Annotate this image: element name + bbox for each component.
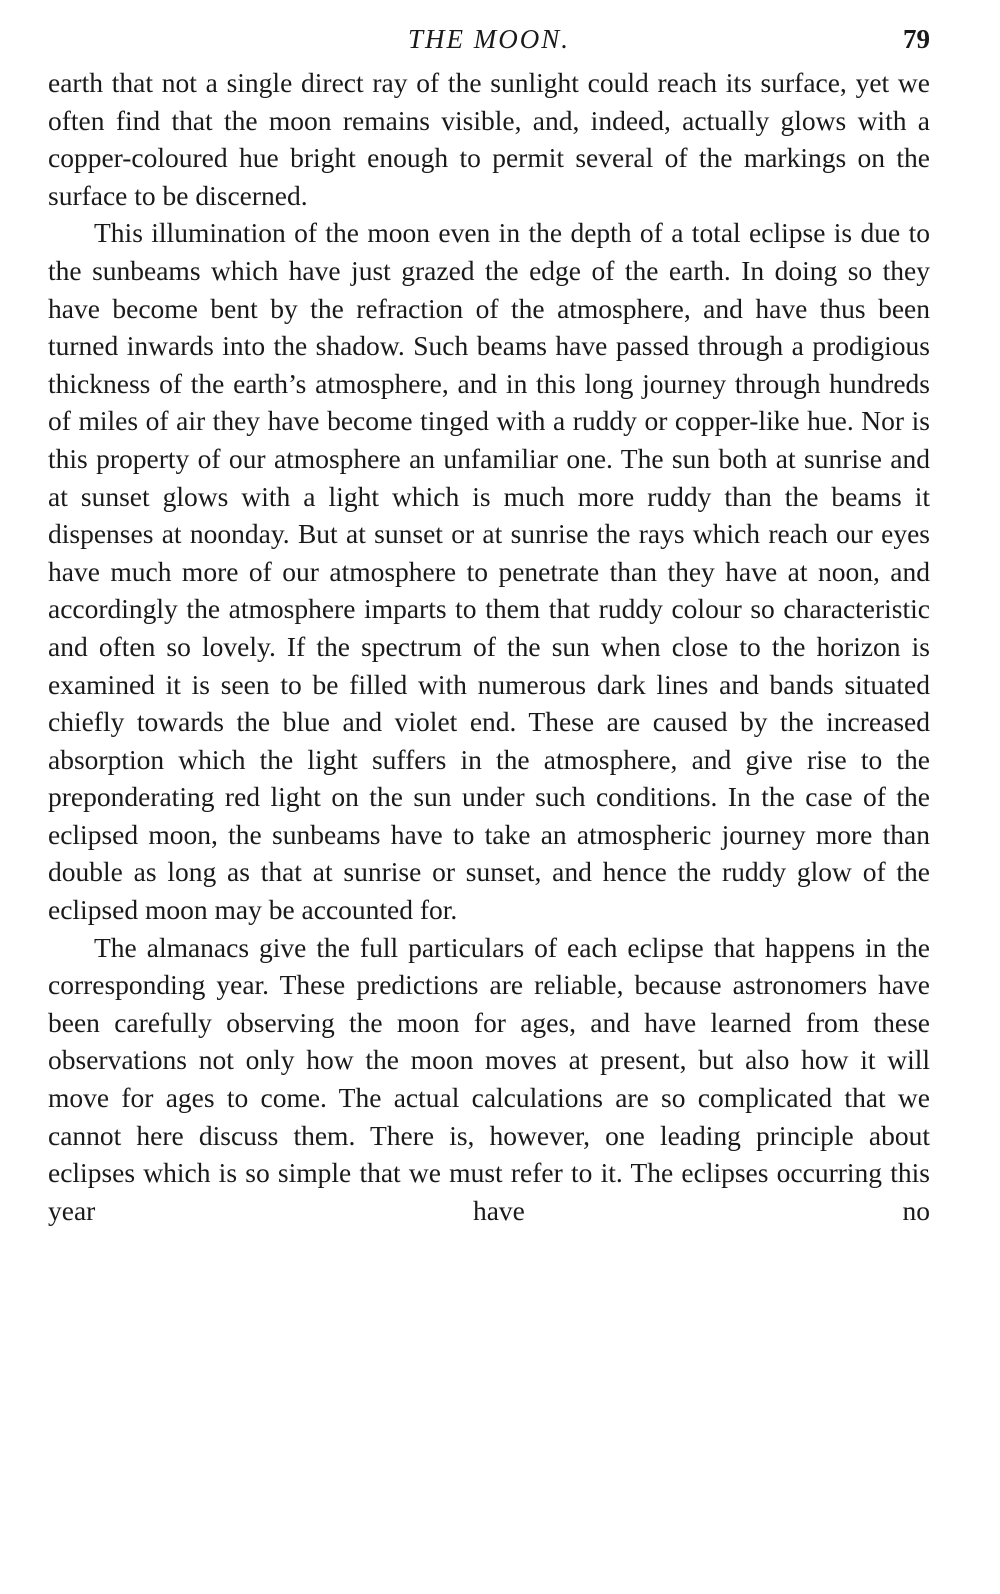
body-text — [48, 64, 930, 1229]
paragraph-continued: earth that not a single direct ray of the sunlight could reach its surface, yet we often find that the moon remains visible, and, indeed, actually glows with a copper-coloured hue bright enough to permit several of the markings on the surface to be discerned. — [48, 67, 930, 211]
book-page — [48, 24, 930, 1229]
running-head — [48, 24, 930, 64]
chapter-title: THE MOON. — [407, 24, 570, 54]
page-number: 79 — [903, 24, 930, 54]
paragraph-eclipse-illumination: This illumination of the moon even in the depth of a total eclipse is due to the sunbeams which have just grazed the edge of the earth. In doing so they have become bent by the refraction of the atmosphere, and have thus been turned inwards into the shadow. Such beams have passed through a prodigious thickness of the earth’s atmosphere, and in this long journey through hundreds of miles of air they have become tinged with a ruddy or copper-like hue. Nor is this property of our atmosphere an unfamiliar one. The sun both at sunrise and at sunset glows with a light which is much more ruddy than the beams it dispenses at noonday. But at sunset or at sunrise the rays which reach our eyes have much more of our atmosphere to penetrate than they have at noon, and accordingly the atmosphere imparts to them that ruddy colour so characteristic and often so lovely. If the spectrum of the sun when close to the horizon is examined it is seen to be filled with numerous dark lines and bands situated chiefly towards the blue and violet end. These are caused by the increased absorption which the light suffers in the atmosphere, and give rise to the preponderating red light on the sun under such conditions. In the case of the eclipsed moon, the sunbeams have to take an atmospheric journey more than double as long as that at sunrise or sunset, and hence the ruddy glow of the eclipsed moon may be accounted for. — [48, 217, 930, 926]
paragraph-almanacs: The almanacs give the full particulars of each eclipse that happens in the corresponding year. These predictions are reliable, because astronomers have been carefully observing the moon for ages, and have learned from these observations not only how the moon moves at present, but also how it will move for ages to come. The actual calculations are so complicated that we cannot here discuss them. There is, however, one leading principle about eclipses which is so simple that we must refer to it. The eclipses occurring this year have no — [48, 931, 930, 1226]
